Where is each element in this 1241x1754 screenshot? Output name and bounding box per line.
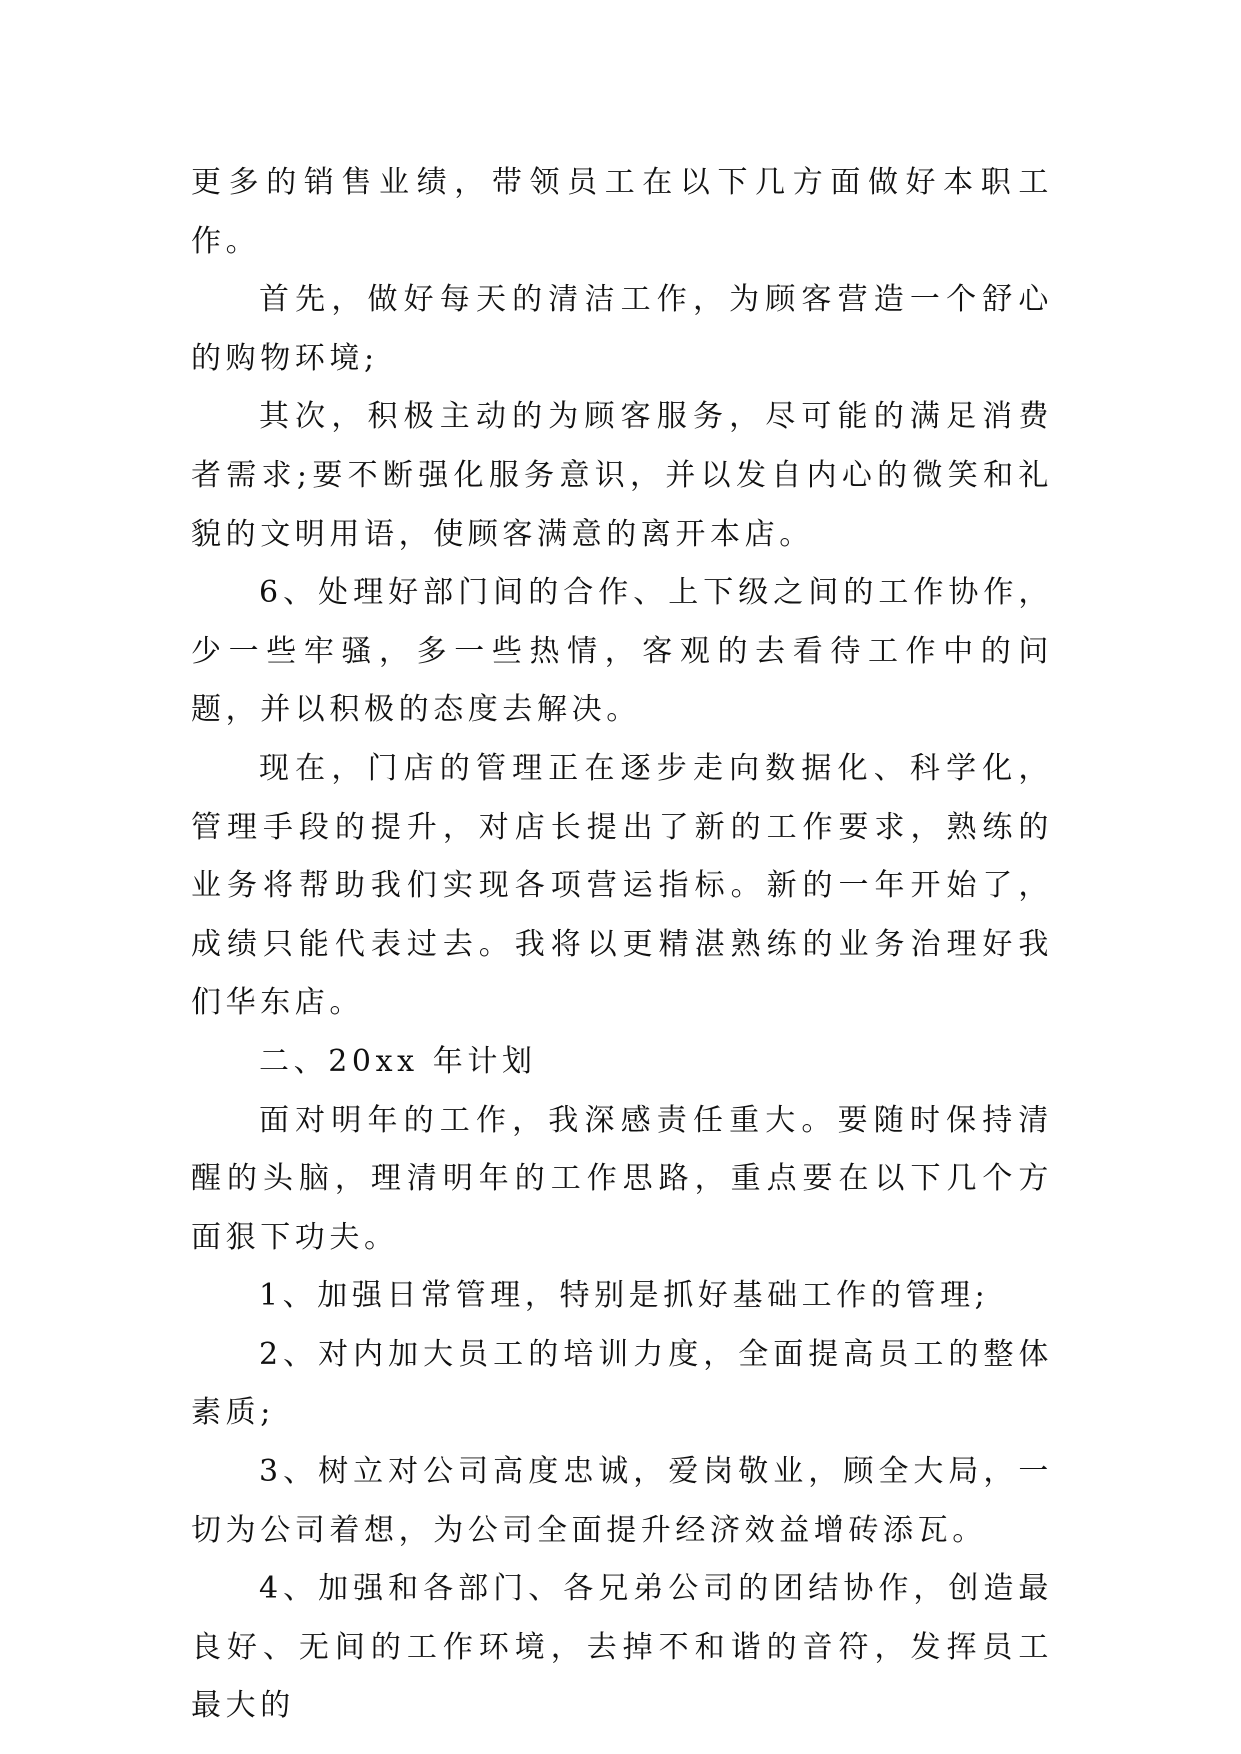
list-item: 3、树立对公司高度忠诚，爱岗敬业，顾全大局，一切为公司着想，为公司全面提升经济效益增砖添瓦。 (191, 1454, 1053, 1548)
paragraph: 6、处理好部门间的合作、上下级之间的工作协作，少一些牢骚，多一些热情，客观的去看待工作中的问题，并以积极的态度去解决。 (191, 575, 1053, 728)
section-heading: 二、20xx 年计划 (259, 1043, 537, 1079)
paragraph: 现在，门店的管理正在逐步走向数据化、科学化，管理手段的提升，对店长提出了新的工作要求，熟练的业务将帮助我们实现各项营运指标。新的一年开始了，成绩只能代表过去。我将以更精湛熟练的业务治理好我们华东店。 (191, 750, 1053, 1021)
paragraph: 面对明年的工作，我深感责任重大。要随时保持清醒的头脑，理清明年的工作思路，重点要在以下几个方面狠下功夫。 (191, 1102, 1053, 1255)
document-body (191, 154, 1053, 1736)
list-item: 4、加强和各部门、各兄弟公司的团结协作，创造最良好、无间的工作环境，去掉不和谐的音符，发挥员工最大的 (191, 1571, 1053, 1724)
list-item: 2、对内加大员工的培训力度，全面提高员工的整体素质; (191, 1336, 1053, 1431)
paragraph: 更多的销售业绩，带领员工在以下几方面做好本职工作。 (191, 165, 1053, 259)
list-item: 1、加强日常管理，特别是抓好基础工作的管理; (259, 1278, 990, 1314)
paragraph: 首先，做好每天的清洁工作，为顾客营造一个舒心的购物环境; (191, 282, 1053, 376)
paragraph: 其次，积极主动的为顾客服务，尽可能的满足消费者需求;要不断强化服务意识，并以发自内心的微笑和礼貌的文明用语，使顾客满意的离开本店。 (191, 399, 1053, 552)
